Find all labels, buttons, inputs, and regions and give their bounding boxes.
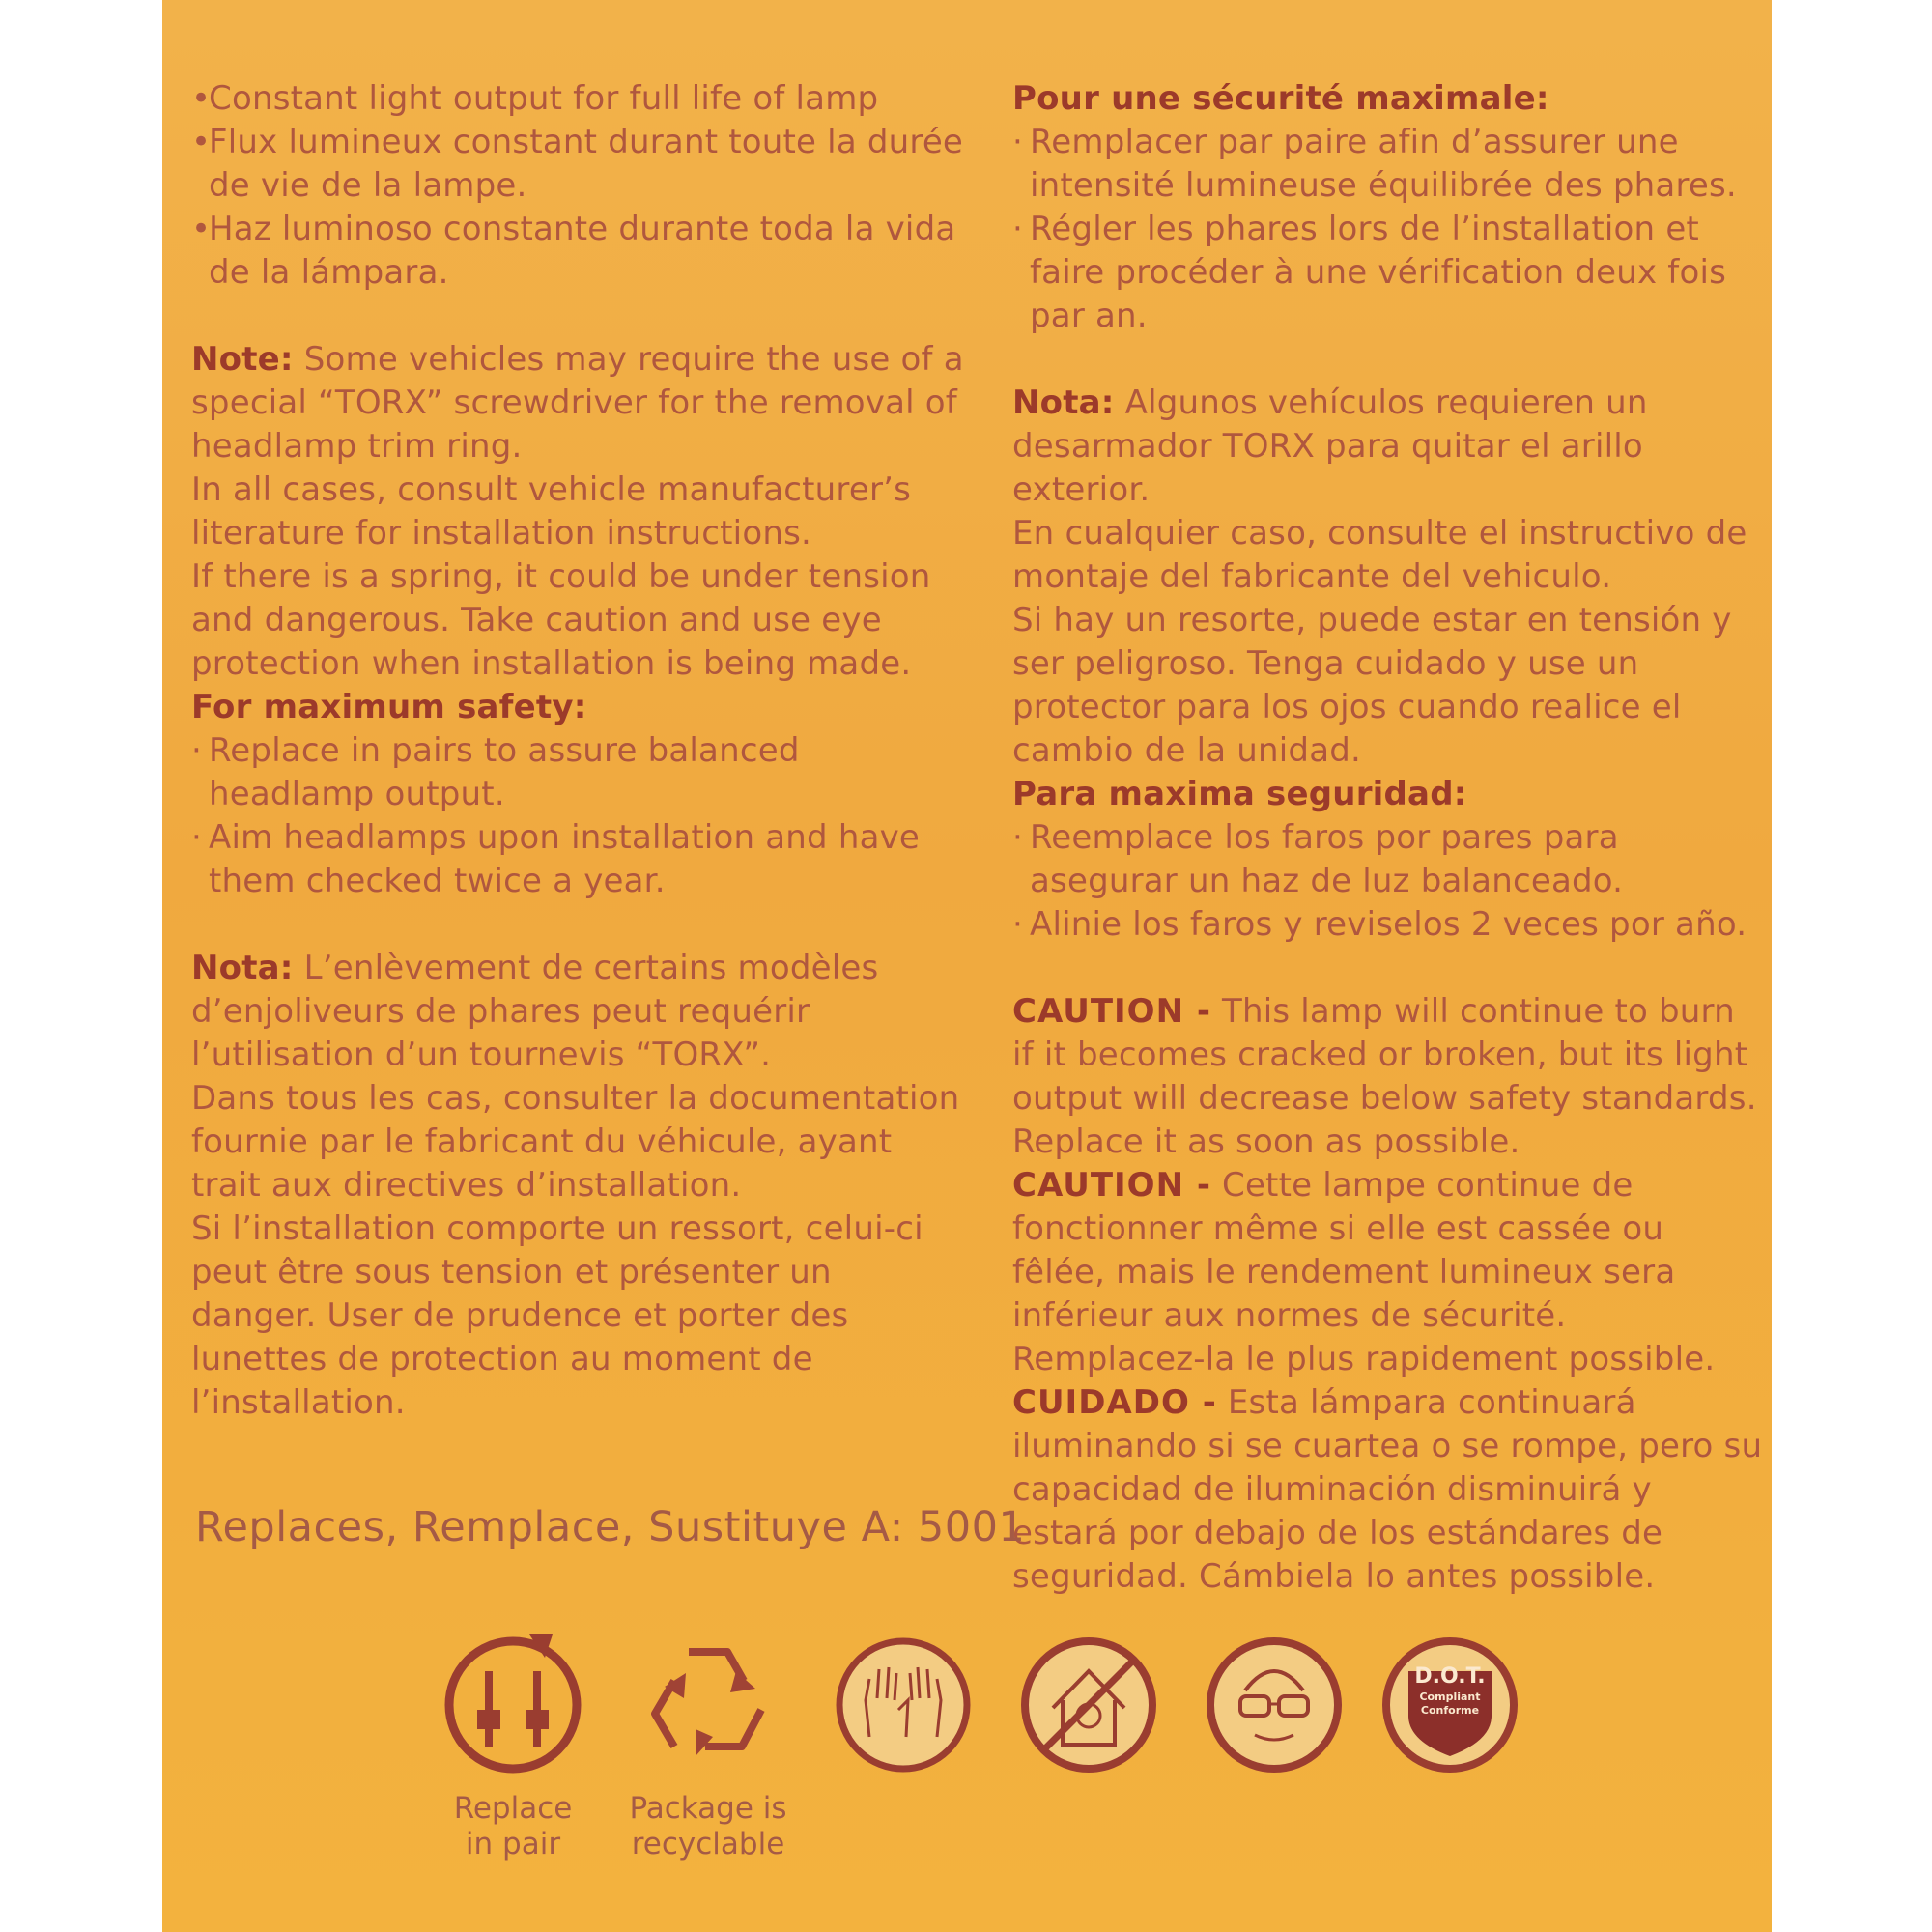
cuidado-body: Esta lámpara continuará iluminando si se cuartea o se rompe, pero su capacidad de iluminación disminuirá y estará por debajo de los estándares de seguridad. Cámbiela lo antes possible. [1012, 1383, 1763, 1596]
fr-safety-list [1012, 121, 1766, 338]
safety-item: · Replace in pairs to assure balanced headlamp output. [191, 729, 964, 816]
es-paragraph: En cualquier caso, consulte el instructivo de montaje del fabricante del vehiculo. [1012, 514, 1747, 596]
nota-body: L’enlèvement de certains modèles d’enjoliveurs de phares peut requérir l’utilisation d’un tournevis “TORX”. [191, 949, 879, 1074]
es-safety-list [1012, 816, 1766, 947]
recycle-icon [636, 1633, 781, 1777]
gloves-icon [831, 1633, 976, 1777]
safety-list [191, 729, 964, 903]
safety-item: · Régler les phares lors de l’installation et faire procéder à une vérification deux fois par an. [1012, 208, 1766, 338]
feature-item: • Haz luminoso constante durante toda la vida de la lámpara. [191, 208, 964, 295]
note-paragraph: If there is a spring, it could be under tension and dangerous. Take caution and use eye protection when installation is being made. [191, 557, 931, 683]
note-en [191, 338, 964, 469]
cuidado-es [1012, 1381, 1766, 1599]
note-es [1012, 382, 1766, 512]
feature-item: • Flux lumineux constant durant toute la durée de vie de la lampe. [191, 121, 964, 208]
caution-fr [1012, 1164, 1766, 1381]
note-title: Note: [191, 340, 294, 379]
right-column [1012, 77, 1766, 1599]
replace-in-pair-icon [440, 1633, 585, 1777]
caution-body: Cette lampe continue de fonctionner même si elle est cassée ou fêlée, mais le rendement lumineux sera inférieur aux normes de sécurité. Remplacez-la le plus rapidement possible. [1012, 1166, 1716, 1378]
caution-title: CAUTION - [1012, 992, 1211, 1031]
no-indoor-use-icon [1016, 1633, 1161, 1777]
feature-list [191, 77, 964, 295]
left-column [191, 77, 964, 1425]
safety-item: · Reemplace los faros por pares para asegurar un haz de luz balanceado. [1012, 816, 1766, 903]
es-nota-body: Algunos vehículos requieren un desarmador TORX para quitar el arillo exterior. [1012, 384, 1648, 509]
recycle-label: Package is recyclable [629, 1791, 787, 1861]
fr-safety-title: Pour une sécurité maximale: [1012, 79, 1549, 118]
caution-body: This lamp will continue to burn if it becomes cracked or broken, but its light output will decrease below safety standards. Replace it as soon as possible. [1012, 992, 1757, 1161]
note-paragraph: In all cases, consult vehicle manufacturer’s literature for installation instructions. [191, 470, 912, 553]
safety-item: · Alinie los faros y reviselos 2 veces por año. [1012, 903, 1766, 947]
note-fr [191, 947, 964, 1077]
nota-paragraph: Dans tous les cas, consulter la documentation fournie par le fabricant du véhicule, ayant trait aux directives d’installation. [191, 1079, 960, 1205]
feature-item: • Constant light output for full life of lamp [191, 77, 964, 121]
cuidado-title: CUIDADO - [1012, 1383, 1217, 1422]
es-nota-title: Nota: [1012, 384, 1115, 422]
safety-item: · Aim headlamps upon installation and have them checked twice a year. [191, 816, 964, 903]
es-safety-title: Para maxima seguridad: [1012, 775, 1467, 813]
package-panel [162, 0, 1772, 1932]
safety-item: · Remplacer par paire afin d’assurer une intensité lumineuse équilibrée des phares. [1012, 121, 1766, 208]
nota-title: Nota: [191, 949, 294, 987]
replaces-text: Replaces, Remplace, Sustituye A: 5001 [195, 1503, 1026, 1551]
es-paragraph: Si hay un resorte, puede estar en tensión y ser peligroso. Tenga cuidado y use un protector para los ojos cuando realice el cambio de la unidad. [1012, 601, 1732, 770]
dot-badge-text: D.O.T. [1414, 1664, 1486, 1689]
icon-row [162, 1633, 1772, 1884]
caution-title: CAUTION - [1012, 1166, 1211, 1205]
note-body: Some vehicles may require the use of a special “TORX” screwdriver for the removal of headlamp trim ring. [191, 340, 964, 466]
safety-title: For maximum safety: [191, 688, 587, 726]
dot-compliant-icon [1378, 1633, 1522, 1777]
nota-paragraph: Si l’installation comporte un ressort, celui-ci peut être sous tension et présenter un danger. User de prudence et porter des lunettes de protection au moment de l’installation. [191, 1209, 923, 1422]
dot-badge-sub: Compliant Conforme [1419, 1690, 1481, 1717]
eye-protection-icon [1202, 1633, 1347, 1777]
caution-en [1012, 990, 1766, 1164]
replace-in-pair-label: Replace in pair [453, 1791, 573, 1861]
